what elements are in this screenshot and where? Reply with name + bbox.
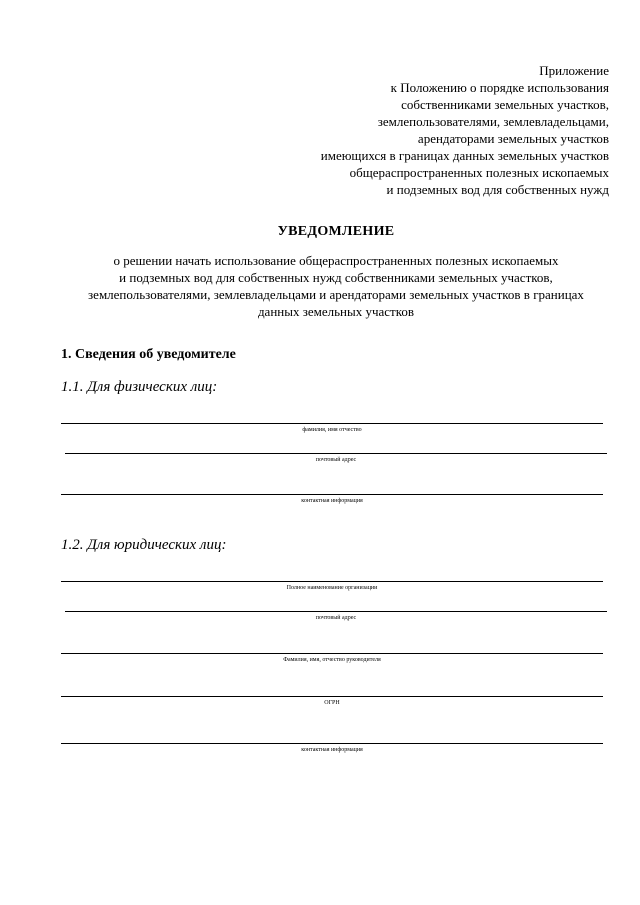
director-name-input[interactable] [61, 636, 603, 652]
appendix-line: имеющихся в границах данных земельных участков [320, 148, 609, 163]
postal-address-field[interactable] [65, 453, 607, 467]
underline [61, 494, 603, 495]
appendix-line: арендаторами земельных участков [417, 131, 609, 146]
subsection-legal-heading: 1.2. Для юридических лиц: [61, 537, 227, 553]
field-caption: почтовый адрес [315, 457, 357, 463]
appendix-line: Приложение [539, 63, 609, 78]
underline [61, 581, 603, 582]
full-name-input[interactable] [61, 406, 603, 422]
subtitle-line: землепользователями, землевладельцами и арендаторами земельных участков в границах [88, 287, 584, 302]
document-subtitle [0, 252, 640, 320]
ogrn-field[interactable] [61, 696, 603, 710]
contact-info-input[interactable] [61, 477, 603, 493]
field-caption: почтовый адрес [315, 615, 357, 621]
subtitle-line: данных земельных участков [257, 304, 415, 319]
subtitle-line: о решении начать использование общераспространенных полезных ископаемых [113, 253, 559, 268]
postal-address-input[interactable] [65, 436, 607, 452]
org-name-input[interactable] [61, 564, 603, 580]
underline [65, 611, 607, 612]
org-contact-info-field[interactable] [61, 743, 603, 757]
org-postal-address-field[interactable] [65, 611, 607, 625]
appendix-header [321, 62, 609, 198]
appendix-line: землепользователями, землевладельцами, [377, 114, 609, 129]
subtitle-line: и подземных вод для собственных нужд собственниками земельных участков, [119, 270, 553, 285]
org-name-field[interactable] [61, 581, 603, 595]
field-caption: Полное наименование организации [286, 585, 378, 591]
org-postal-address-input[interactable] [65, 594, 607, 610]
appendix-line: собственниками земельных участков, [401, 97, 609, 112]
appendix-line: и подземных вод для собственных нужд [386, 182, 609, 197]
appendix-line: общераспространенных полезных ископаемых [349, 165, 609, 180]
field-caption: Фамилия, имя, отчество руководителя [283, 657, 381, 663]
underline [65, 453, 607, 454]
underline [61, 743, 603, 744]
field-caption: ОГРН [324, 700, 340, 706]
field-caption: контактная информация [301, 498, 363, 504]
underline [61, 696, 603, 697]
field-caption: фамилия, имя отчество [302, 427, 362, 433]
contact-info-field[interactable] [61, 494, 603, 508]
section-title: 1. Сведения об уведомителе [61, 347, 236, 362]
org-contact-info-input[interactable] [61, 726, 603, 742]
director-name-field[interactable] [61, 653, 603, 667]
document-title: УВЕДОМЛЕНИЕ [277, 224, 395, 239]
underline [61, 653, 603, 654]
subsection-individuals-heading: 1.1. Для физических лиц: [61, 379, 218, 395]
field-caption: контактная информация [301, 747, 363, 753]
ogrn-input[interactable] [61, 679, 603, 695]
appendix-line: к Положению о порядке использования [390, 80, 609, 95]
underline [61, 423, 603, 424]
full-name-field[interactable] [61, 423, 603, 437]
